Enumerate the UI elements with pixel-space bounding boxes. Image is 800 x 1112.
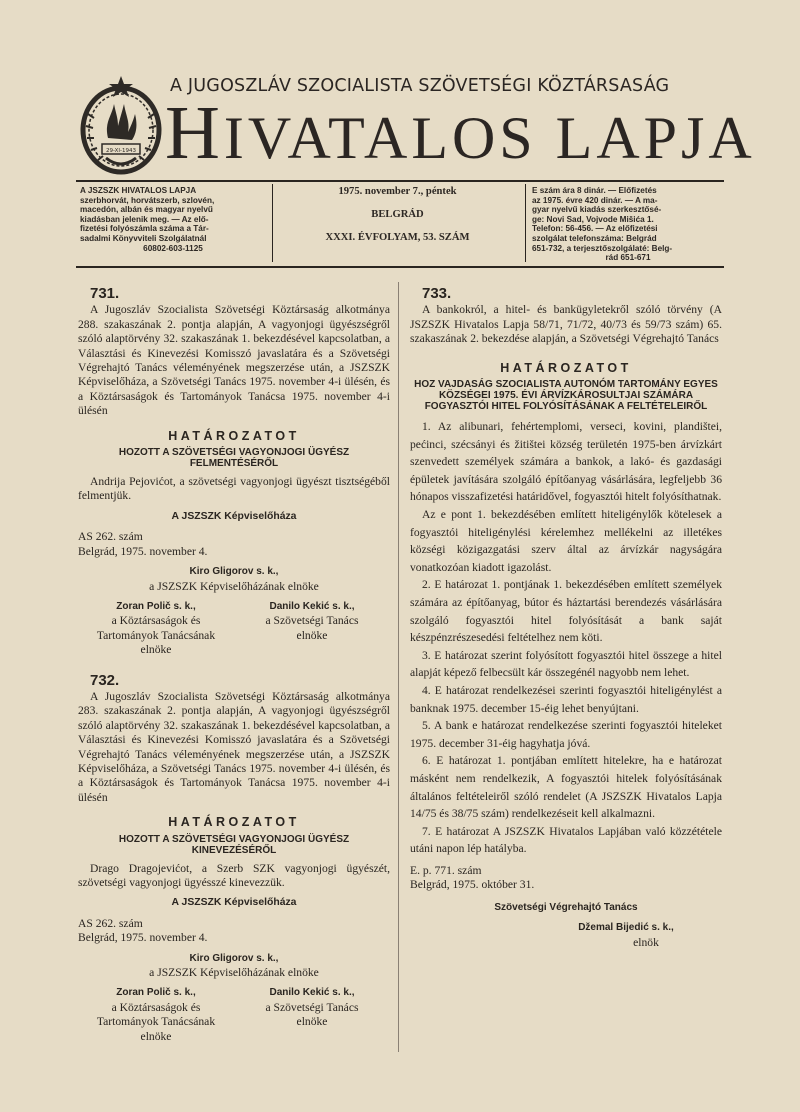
header-rule-top bbox=[76, 180, 724, 182]
header-left-line: szerbhorvát, horvátszerb, szlovén, bbox=[80, 195, 215, 205]
header-publication-info bbox=[80, 186, 266, 253]
emblem-date: 29-XI-1943 bbox=[105, 148, 137, 154]
header-left-line: sadalmi Könyvviteli Szolgálatnál bbox=[80, 233, 207, 243]
article-733-heading: HATÁROZATOT bbox=[500, 360, 632, 375]
article-731-main-signature bbox=[78, 565, 390, 594]
article-733-point: 7. E határozat A JSZSZK Hivatalos Lapjában való közzététele utáni napon lép hatályba. bbox=[410, 824, 722, 856]
right-column bbox=[410, 287, 722, 950]
article-number-731: 731. bbox=[90, 285, 120, 302]
article-733-point: 5. A bank e határozat rendelkezése szerinti fogyasztói hiteleket 1975. december 31-éig hagyhatja jóvá. bbox=[410, 719, 722, 750]
article-731-intro: A Jugoszláv Szocialista Szövetségi Köztársaság alkotmánya 288. szakaszának 2. pontja alapján, A vagyonjogi ügyészségről szóló alaptörvény 32. szakaszának 1. bekezdésével kapcsolatban, a Választási és Kinevezési Komisszó javaslatára és a Szövetségi Végrehajtó Tanács véleményének megszerzése után, a JSZSZK Képviselőháza, a Szövetségi Tanács 1975. november 4-i ülésén, és a Köztársaságok és Tartományok Tanácsa 1975. november 4-i ülésén bbox=[78, 303, 390, 418]
article-732-heading: HATÁROZATOT bbox=[168, 815, 300, 830]
signatory-title: elnöke bbox=[296, 628, 328, 642]
signatory-title: a Köztársaságok és bbox=[111, 1000, 201, 1014]
signatory-title: a Szövetségi Tanács bbox=[265, 1000, 359, 1014]
article-731-subheading: HOZOTT A SZÖVETSÉGI VAGYONJOGI ÜGYÉSZ FELMENTÉSÉRŐL bbox=[118, 447, 350, 470]
masthead-title bbox=[165, 91, 756, 178]
article-731-org: A JSZSZK Képviselőháza bbox=[171, 510, 297, 522]
header-left-line: macedón, albán és magyar nyelvű bbox=[80, 205, 213, 215]
signatory-title: elnöke bbox=[140, 1029, 172, 1043]
article-733-ref: E. p. 771. szám bbox=[410, 863, 482, 877]
signatory-name: Zoran Polič s. k., bbox=[116, 987, 196, 999]
article-733-point: 4. E határozat rendelkezései szerinti fogyasztói hiteligénylést a banknak 1975. december 15-éig lehet benyújtani. bbox=[410, 683, 722, 715]
signatory-title: Tartományok Tanácsának bbox=[96, 628, 216, 642]
article-733-point: 2. E határozat 1. pontjának 1. bekezdésében említett személyek számára az építőanyag, bútor és háztartási berendezés vásárlására szolgáló fogyasztói hitel folyósítását a bank saját készpénzrészesedési feltételhez nem köti. bbox=[410, 578, 722, 645]
article-731-signatures bbox=[78, 600, 390, 658]
article-733-points bbox=[410, 418, 722, 858]
article-731-body: Andrija Pejovićot, a szövetségi vagyonjogi ügyészt tisztségéből felmentjük. bbox=[78, 475, 390, 503]
header-right-line: 651-732, a terjesztőszolgálaté: Belg- bbox=[532, 243, 673, 253]
issue-volume: XXXI. ÉVFOLYAM, 53. SZÁM bbox=[325, 232, 470, 243]
article-732-dateline: Belgrád, 1975. november 4. bbox=[78, 931, 208, 945]
header-left-line: fizetési folyószámla száma a Tár- bbox=[80, 224, 209, 234]
article-number-732: 732. bbox=[90, 671, 120, 689]
article-number-733: 733. bbox=[422, 285, 452, 302]
header-right-line: szolgálat telefonszáma: Belgrád bbox=[532, 233, 657, 243]
article-732-subheading: HOZOTT A SZÖVETSÉGI VAGYONJOGI ÜGYÉSZ KINEVEZÉSÉRŐL bbox=[118, 833, 350, 856]
article-733-point: 6. E határozat 1. pontjában említett hitelekre, ha e határozat másként nem rendelkezik, A fogyasztói hitelek folyósításának általános feltételeiről szóló rendelet (A JSZSZK Hivatalos Lapja 14/75 és 38/75 szám) rendelkezéseit kell alkalmazni. bbox=[410, 754, 722, 821]
article-731-heading: HATÁROZATOT bbox=[168, 428, 300, 443]
header-right-line: E szám ára 8 dinár. — Előfizetés bbox=[532, 186, 657, 195]
state-emblem-icon bbox=[78, 74, 164, 176]
header-separator bbox=[525, 184, 526, 262]
article-733-point: 3. E határozat szerint folyósított fogyasztói hitel összege a hitel alapját képező felbecsült kár összegénél nagyobb nem lehet. bbox=[410, 648, 722, 680]
issue-place: BELGRÁD bbox=[371, 209, 424, 220]
signatory-name: Kiro Gligorov s. k., bbox=[189, 566, 279, 578]
article-732-main-signature bbox=[78, 952, 390, 981]
signatory-name: Danilo Kekić s. k., bbox=[269, 987, 355, 999]
article-731-ref: AS 262. szám bbox=[78, 530, 143, 544]
article-732-org: A JSZSZK Képviselőháza bbox=[171, 897, 297, 909]
header-account-number: 60802-603-1125 bbox=[143, 243, 203, 253]
article-733-point: 1. Az alibunari, fehértemplomi, verseci, kovini, plandištei, pećinci, szécsányi és žitištei község területén 1975-ben árvízkárt szenvedett személyek számára a bankok, a lakó- és gazdasági épületek javítására szolgáló építőanyag vásárlására, legfeljebb 36 hónapos visszafizetési határidővel, fogyasztói hitelt folyósíthatnak. bbox=[410, 420, 722, 504]
signatory-title: a Szövetségi Tanács bbox=[265, 614, 359, 628]
article-733-dateline: Belgrád, 1975. október 31. bbox=[410, 878, 535, 892]
article-732-intro: A Jugoszláv Szocialista Szövetségi Köztársaság alkotmánya 283. szakaszának 2. pontja alapján, A vagyonjogi ügyészségről szóló alaptörvény 32. szakaszának 1. bekezdésével kapcsolatban, a Választási és Kinevezési Komisszó javaslatára és a Szövetségi Végrehajtó Tanács véleményének megszerzése után, a JSZSZK Képviselőháza, a Szövetségi Tanács 1975. november 4-i ülésén, és a Köztársaságok és Tartományok Tanácsa 1975. november 4-i ülésén bbox=[78, 689, 390, 804]
left-column bbox=[78, 287, 390, 1044]
header-left-line: A JSZSZK HIVATALOS LAPJA bbox=[80, 186, 197, 195]
header-left-line: kiadásban jelenik meg. — Az elő- bbox=[80, 214, 209, 224]
issue-date: 1975. november 7., péntek bbox=[338, 186, 457, 197]
article-732-ref: AS 262. szám bbox=[78, 916, 143, 930]
signatory-name: Danilo Kekić s. k., bbox=[269, 600, 355, 612]
article-733-intro: A bankokról, a hitel- és bankügyletekről szóló törvény (A JSZSZK Hivatalos Lapja 58/71, 71/72, 40/73 és 59/73 szám) 65. szakaszának 2. bekezdése alapján, a Szövetségi Végrehajtó Tanács bbox=[410, 303, 722, 346]
masthead-title-initial: H bbox=[165, 91, 224, 175]
signatory-title: a JSZSZK Képviselőházának elnöke bbox=[149, 966, 319, 980]
header-issue-info bbox=[280, 186, 515, 255]
article-732-signatures bbox=[78, 986, 390, 1044]
signatory-title: a JSZSZK Képviselőházának elnöke bbox=[149, 579, 319, 593]
masthead-title-rest: IVATALOS LAPJA bbox=[223, 105, 756, 171]
header-right-line: az 1975. évre 420 dinár. — A ma- bbox=[532, 195, 658, 205]
article-731-dateline: Belgrád, 1975. november 4. bbox=[78, 544, 208, 558]
header-subscription-info bbox=[532, 186, 724, 263]
header-right-line: ge: Novi Sad, Vojvode Mišića 1. bbox=[532, 214, 654, 224]
masthead-supertitle: A JUGOSZLÁV SZOCIALISTA SZÖVETSÉGI KÖZTÁRSASÁG bbox=[170, 76, 670, 96]
header-right-line: gyar nyelvű kiadás szerkesztősé- bbox=[532, 205, 662, 215]
article-733-signature bbox=[410, 901, 722, 950]
header-right-line: Telefon: 56-456. — Az előfizetési bbox=[532, 224, 658, 234]
article-733-subheading: HOZ VAJDASÁG SZOCIALISTA AUTONÓM TARTOMÁNY EGYES KÖZSÉGEI 1975. ÉVI ÁRVÍZKÁROSULTJAI SZÁMÁRA FOGYASZTÓI HITEL FOLYÓSÍTÁSÁNAK A FELTÉTELEIRŐL bbox=[414, 379, 718, 413]
signatory-title: elnök bbox=[633, 935, 659, 949]
header-right-line: rád 651-671 bbox=[605, 253, 651, 263]
signatory-title: elnöke bbox=[296, 1015, 328, 1029]
article-733-point: Az e pont 1. bekezdésében említett hiteligénylők kötelesek a fogyasztói hiteligénylési kérelemhez mellékelni az illetékes községi közigazgatási szerv által az árvízkár nagyságára vonatkozóan kiadott igazolást. bbox=[410, 508, 722, 574]
signatory-title: a Köztársaságok és bbox=[111, 614, 201, 628]
signing-body: Szövetségi Végrehajtó Tanács bbox=[494, 901, 638, 913]
signatory-title: elnöke bbox=[140, 643, 172, 657]
header-rule-bottom bbox=[76, 266, 724, 268]
header-separator bbox=[272, 184, 273, 262]
article-732-body: Drago Dragojevićot, a Szerb SZK vagyonjogi ügyészét, szövetségi vagyonjogi ügyésszé kinevezzük. bbox=[78, 861, 390, 889]
signatory-name: Zoran Polič s. k., bbox=[116, 600, 196, 612]
column-divider bbox=[398, 282, 399, 1052]
signatory-name: Džemal Bijedić s. k., bbox=[578, 922, 674, 934]
signatory-title: Tartományok Tanácsának bbox=[96, 1015, 216, 1029]
signatory-name: Kiro Gligorov s. k., bbox=[189, 952, 279, 964]
